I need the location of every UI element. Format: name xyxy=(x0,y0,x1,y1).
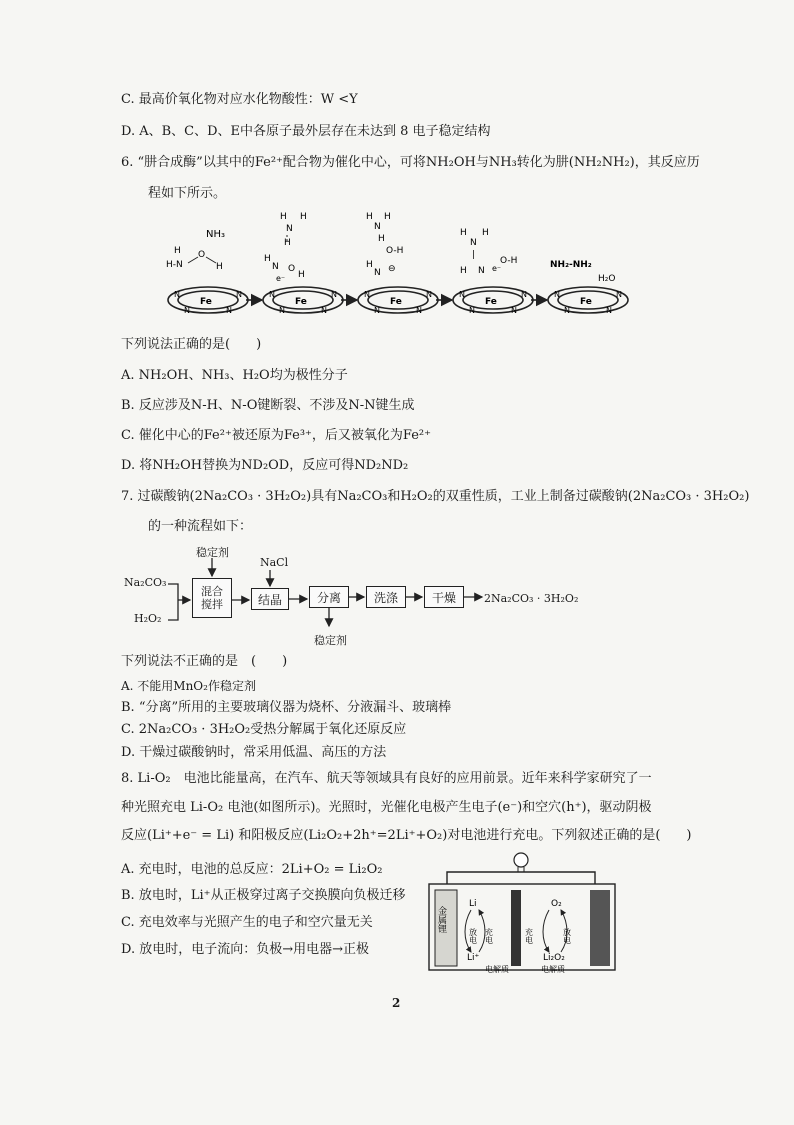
svg-text:N: N xyxy=(286,224,293,234)
svg-text:放电: 放电 xyxy=(562,928,572,944)
svg-text:N: N xyxy=(374,268,381,278)
svg-text:N: N xyxy=(616,290,622,299)
svg-text:N: N xyxy=(269,290,275,299)
svg-text:H: H xyxy=(460,266,467,276)
svg-text:Fe: Fe xyxy=(580,297,592,307)
svg-text:Li: Li xyxy=(469,899,477,909)
svg-text:N: N xyxy=(554,290,560,299)
svg-text:H: H xyxy=(300,212,307,222)
q7-flow-chart xyxy=(120,540,600,650)
svg-text:H₂O: H₂O xyxy=(598,274,616,284)
svg-text:H: H xyxy=(216,262,223,272)
svg-text:H: H xyxy=(378,234,385,244)
q5-option-c: C. 最高价氧化物对应水化物酸性：W <Y xyxy=(121,92,358,107)
svg-text:N: N xyxy=(374,222,381,232)
stabilizer-top-label: 稳定剂 xyxy=(196,546,229,559)
svg-text:N: N xyxy=(470,238,477,248)
svg-text:Fe: Fe xyxy=(485,297,497,307)
q7-prompt: 下列说法不正确的是 ( ) xyxy=(121,654,288,669)
svg-text:充电: 充电 xyxy=(484,928,494,944)
q5-option-d: D. A、B、C、D、E中各原子最外层存在未达到 8 电子稳定结构 xyxy=(121,124,491,139)
svg-text:H: H xyxy=(482,228,489,238)
svg-text:N: N xyxy=(321,306,327,315)
svg-text:NH₃: NH₃ xyxy=(206,229,226,240)
svg-text:N: N xyxy=(426,290,432,299)
q7-stem-line1: 7. 过碳酸钠(2Na₂CO₃ · 3H₂O₂)具有Na₂CO₃和H₂O₂的双重性质，工业上制备过碳酸钠(2Na₂CO₃ · 3H₂O₂) xyxy=(121,489,750,504)
svg-text:N: N xyxy=(226,306,232,315)
svg-text:N: N xyxy=(564,306,570,315)
svg-text:H: H xyxy=(174,246,181,256)
page-number: 2 xyxy=(392,996,401,1010)
q6-stem-line1: 6. “肼合成酶”以其中的Fe²⁺配合物为催化中心，可将NH₂OH与NH₃转化为肼(NH₂NH₂)，其反应历 xyxy=(121,155,700,170)
svg-text:O₂: O₂ xyxy=(551,899,562,909)
svg-text:N: N xyxy=(374,306,380,315)
q7-option-d: D. 干燥过碳酸钠时，常采用低温、高压的方法 xyxy=(121,745,387,760)
input-h2o2: H₂O₂ xyxy=(134,612,162,625)
mix-stir-box: 混合 搅拌 xyxy=(192,578,232,618)
svg-text:N: N xyxy=(174,290,180,299)
separate-box: 分离 xyxy=(309,586,349,608)
q6-reaction-mechanism-diagram xyxy=(160,205,640,330)
svg-text:O: O xyxy=(288,264,296,274)
wash-box: 洗涤 xyxy=(366,586,406,608)
q6-prompt: 下列说法正确的是( ) xyxy=(121,337,262,352)
q8-option-b: B. 放电时，Li⁺从正极穿过离子交换膜向负极迁移 xyxy=(121,888,406,903)
svg-text:⊖: ⊖ xyxy=(388,264,396,274)
q6-option-b: B. 反应涉及N-H、N-O键断裂、不涉及N-N键生成 xyxy=(121,398,415,413)
svg-text:H: H xyxy=(384,212,391,222)
q6-stem-line2: 程如下所示。 xyxy=(148,186,227,201)
svg-text:H: H xyxy=(366,212,373,222)
svg-text:N: N xyxy=(272,262,279,272)
svg-text:N: N xyxy=(236,290,242,299)
svg-text:N: N xyxy=(279,306,285,315)
q8-option-c: C. 充电效率与光照产生的电子和空穴量无关 xyxy=(121,915,373,930)
svg-text:O-H: O-H xyxy=(386,246,404,256)
svg-text:N: N xyxy=(364,290,370,299)
svg-text:N: N xyxy=(521,290,527,299)
fe-label: Fe xyxy=(200,297,212,307)
svg-text:H-N: H-N xyxy=(166,260,183,270)
q7-option-a: A. 不能用MnO₂作稳定剂 xyxy=(121,679,256,693)
svg-text:NH₂-NH₂: NH₂-NH₂ xyxy=(550,260,592,270)
q7-option-c: C. 2Na₂CO₃ · 3H₂O₂受热分解属于氧化还原反应 xyxy=(121,722,407,737)
svg-text:O-H: O-H xyxy=(500,256,518,266)
light-bulb-icon xyxy=(514,853,528,867)
q8-option-d: D. 放电时，电子流向：负极→用电器→正极 xyxy=(121,942,370,957)
svg-text:N: N xyxy=(511,306,517,315)
flow-arrows xyxy=(120,540,600,650)
svg-text:N: N xyxy=(469,306,475,315)
svg-text:放电: 放电 xyxy=(468,928,478,944)
svg-text:H: H xyxy=(298,270,305,280)
svg-text:H: H xyxy=(284,238,291,248)
svg-text:|: | xyxy=(472,250,476,260)
svg-text:金属锂: 金属锂 xyxy=(436,906,446,933)
svg-text:H: H xyxy=(280,212,287,222)
ion-exchange-membrane xyxy=(511,890,521,966)
svg-text:O: O xyxy=(198,250,206,260)
q7-option-b: B. “分离”所用的主要玻璃仪器为烧杯、分液漏斗、玻璃棒 xyxy=(121,700,452,715)
stabilizer-bottom-label: 稳定剂 xyxy=(314,634,347,647)
svg-text:H: H xyxy=(366,260,373,270)
svg-text:充电: 充电 xyxy=(524,928,534,944)
q8-stem-line3: 反应(Li⁺+e⁻ = Li) 和阳极反应(Li₂O₂+2h⁺=2Li⁺+O₂)对电池进行充电。下列叙述正确的是( ) xyxy=(121,828,692,843)
svg-text:N: N xyxy=(606,306,612,315)
svg-text:N: N xyxy=(459,290,465,299)
q7-stem-line2: 的一种流程如下： xyxy=(148,519,253,534)
q6-option-d: D. 将NH₂OH替换为ND₂OD，反应可得ND₂ND₂ xyxy=(121,458,409,473)
svg-text:e⁻: e⁻ xyxy=(276,274,286,283)
q8-battery-diagram xyxy=(425,848,625,978)
svg-text:Li₂O₂: Li₂O₂ xyxy=(543,953,565,963)
q8-stem-line1: 8. Li-O₂ 电池比能量高，在汽车、航天等领域具有良好的应用前景。近年来科学家研究了一 xyxy=(121,771,652,786)
crystallize-box: 结晶 xyxy=(251,588,289,610)
svg-text:Fe: Fe xyxy=(295,297,307,307)
svg-text:N: N xyxy=(184,306,190,315)
input-na2co3: Na₂CO₃ xyxy=(124,576,167,589)
nacl-label: NaCl xyxy=(260,556,289,569)
svg-text:N: N xyxy=(416,306,422,315)
photocatalytic-electrode xyxy=(590,890,610,966)
dry-box: 干燥 xyxy=(424,586,464,608)
svg-text:Li⁺: Li⁺ xyxy=(467,953,480,963)
product-label: 2Na₂CO₃ · 3H₂O₂ xyxy=(484,592,579,605)
q8-stem-line2: 种光照充电 Li-O₂ 电池(如图所示)。光照时，光催化电极产生电子(e⁻)和空穴(h⁺)，驱动阴极 xyxy=(121,800,652,815)
svg-text:N: N xyxy=(331,290,337,299)
svg-text:Fe: Fe xyxy=(390,297,402,307)
svg-text:电解质: 电解质 xyxy=(541,965,565,974)
svg-text:e⁻: e⁻ xyxy=(492,264,502,273)
svg-text:N: N xyxy=(478,266,485,276)
svg-text:电解质: 电解质 xyxy=(485,965,509,974)
svg-text:H: H xyxy=(460,228,467,238)
q6-option-a: A. NH₂OH、NH₃、H₂O均为极性分子 xyxy=(121,368,348,383)
svg-text:H: H xyxy=(264,254,271,264)
q8-option-a: A. 充电时，电池的总反应：2Li+O₂ = Li₂O₂ xyxy=(121,862,383,877)
q6-option-c: C. 催化中心的Fe²⁺被还原为Fe³⁺，后又被氧化为Fe²⁺ xyxy=(121,428,431,443)
